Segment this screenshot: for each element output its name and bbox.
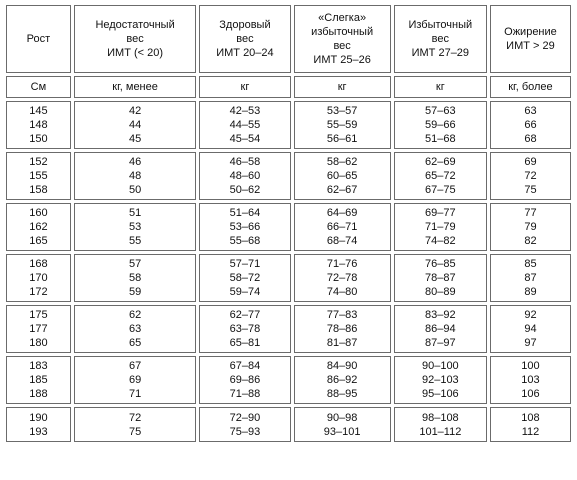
cell-value: 90–98 — [326, 411, 358, 424]
unit-obese: кг, более — [490, 76, 571, 98]
cell-value: 68–74 — [326, 235, 358, 247]
cell-value: 62–77 — [229, 309, 261, 321]
cell-value: 76–85 — [425, 258, 456, 270]
cell-value: 62–67 — [326, 184, 358, 196]
cell-value: 87 — [524, 272, 537, 284]
cell-value: 62 — [128, 309, 142, 321]
cell-value: 90–100 — [421, 360, 459, 372]
cell-value: 86–94 — [425, 323, 456, 335]
cell-value: 188 — [29, 388, 48, 400]
cell-value: 74–82 — [425, 235, 456, 247]
slightly-overweight-cell — [294, 254, 391, 302]
unit-healthy: кг — [199, 76, 290, 98]
cell-value: 79 — [524, 221, 537, 233]
cell-value: 45–54 — [229, 133, 261, 145]
underweight-cell — [74, 152, 197, 200]
table-row — [6, 101, 571, 149]
cell-value: 92–103 — [421, 374, 459, 386]
cell-value: 84–90 — [326, 360, 358, 372]
cell-value: 71 — [128, 388, 142, 400]
table-row — [6, 254, 571, 302]
cell-value: 83–92 — [425, 309, 456, 321]
cell-value: 66–71 — [326, 221, 358, 233]
header-underweight — [74, 5, 197, 73]
cell-value: 67–75 — [425, 184, 456, 196]
height-cell — [6, 356, 71, 404]
cell-value: 55–59 — [326, 119, 358, 131]
cell-value: 42–53 — [229, 105, 261, 117]
cell-value: 71–79 — [425, 221, 456, 233]
header-line: «Слегка» — [318, 12, 367, 24]
overweight-cell — [394, 356, 487, 404]
cell-value: 72–78 — [326, 272, 358, 284]
obese-cell — [490, 203, 571, 251]
cell-value: 145 — [29, 105, 48, 117]
cell-value: 77–83 — [326, 309, 358, 321]
cell-value: 64–69 — [326, 207, 358, 219]
cell-value: 95–106 — [421, 388, 459, 400]
header-healthy — [199, 5, 290, 73]
cell-value: 162 — [29, 221, 48, 233]
cell-value: 86–92 — [326, 374, 358, 386]
cell-value: 81–87 — [326, 337, 358, 349]
cell-value: 57 — [128, 258, 142, 270]
cell-value: 53–66 — [229, 221, 261, 233]
cell-value: 72 — [524, 170, 537, 182]
header-line: Ожирение — [504, 26, 557, 38]
header-line: Избыточный — [408, 19, 473, 31]
cell-value: 108 — [521, 411, 540, 424]
cell-value: 63 — [128, 323, 142, 335]
bmi-weight-table — [3, 2, 574, 445]
cell-value: 46–58 — [229, 156, 261, 168]
underweight-cell — [74, 356, 197, 404]
cell-value: 45 — [128, 133, 142, 145]
slightly-overweight-cell — [294, 203, 391, 251]
cell-value: 58–62 — [326, 156, 358, 168]
cell-value: 103 — [521, 374, 540, 386]
cell-value: 53 — [128, 221, 142, 233]
healthy-cell — [199, 305, 290, 353]
underweight-cell — [74, 101, 197, 149]
height-cell — [6, 203, 71, 251]
cell-value: 106 — [521, 388, 540, 400]
table-row — [6, 305, 571, 353]
obese-cell — [490, 356, 571, 404]
units-row — [6, 76, 571, 98]
header-line: вес — [126, 33, 144, 45]
height-cell — [6, 407, 71, 442]
cell-value: 66 — [524, 119, 537, 131]
cell-value: 93–101 — [323, 425, 361, 438]
cell-value: 175 — [29, 309, 48, 321]
cell-value: 59–66 — [425, 119, 456, 131]
cell-value: 58 — [128, 272, 142, 284]
cell-value: 44 — [128, 119, 142, 131]
header-slightly-overweight — [294, 5, 391, 73]
underweight-cell — [74, 305, 197, 353]
cell-value: 75 — [524, 184, 537, 196]
overweight-cell — [394, 254, 487, 302]
cell-value: 75 — [128, 425, 142, 438]
cell-value: 51–68 — [425, 133, 456, 145]
healthy-cell — [199, 152, 290, 200]
cell-value: 68 — [524, 133, 537, 145]
cell-value: 160 — [29, 207, 48, 219]
table-row — [6, 407, 571, 442]
table-row — [6, 203, 571, 251]
slightly-overweight-cell — [294, 305, 391, 353]
cell-value: 69–86 — [229, 374, 261, 386]
cell-value: 63–78 — [229, 323, 261, 335]
cell-value: 158 — [29, 184, 48, 196]
cell-value: 150 — [29, 133, 48, 145]
table-row — [6, 356, 571, 404]
cell-value: 46 — [128, 156, 142, 168]
header-line: Недостаточный — [95, 19, 175, 31]
cell-value: 85 — [524, 258, 537, 270]
cell-value: 172 — [29, 286, 48, 298]
cell-value: 190 — [29, 411, 48, 424]
underweight-cell — [74, 407, 197, 442]
cell-value: 72–90 — [229, 411, 261, 424]
header-line: избыточный — [311, 26, 374, 38]
healthy-cell — [199, 254, 290, 302]
healthy-cell — [199, 101, 290, 149]
cell-value: 56–61 — [326, 133, 358, 145]
slightly-overweight-cell — [294, 101, 391, 149]
cell-value: 57–63 — [425, 105, 456, 117]
cell-value: 55–68 — [229, 235, 261, 247]
cell-value: 69 — [128, 374, 142, 386]
cell-value: 168 — [29, 258, 48, 270]
header-line: ИМТ 25–26 — [313, 54, 371, 66]
height-cell — [6, 254, 71, 302]
header-line: ИМТ 20–24 — [216, 47, 274, 59]
header-row — [6, 5, 571, 73]
cell-value: 101–112 — [419, 425, 462, 438]
table-row — [6, 152, 571, 200]
healthy-cell — [199, 203, 290, 251]
header-line: вес — [236, 33, 254, 45]
cell-value: 77 — [524, 207, 537, 219]
cell-value: 112 — [521, 425, 540, 438]
cell-value: 50–62 — [229, 184, 261, 196]
cell-value: 42 — [128, 105, 142, 117]
cell-value: 98–108 — [421, 411, 459, 424]
cell-value: 55 — [128, 235, 142, 247]
cell-value: 72 — [128, 411, 142, 424]
obese-cell — [490, 305, 571, 353]
cell-value: 48–60 — [229, 170, 261, 182]
slightly-overweight-cell — [294, 356, 391, 404]
header-line: вес — [333, 40, 351, 52]
slightly-overweight-cell — [294, 407, 391, 442]
obese-cell — [490, 407, 571, 442]
header-overweight — [394, 5, 487, 73]
height-cell — [6, 101, 71, 149]
obese-cell — [490, 101, 571, 149]
cell-value: 87–97 — [425, 337, 456, 349]
cell-value: 100 — [521, 360, 540, 372]
cell-value: 53–57 — [326, 105, 358, 117]
cell-value: 65–81 — [229, 337, 261, 349]
cell-value: 94 — [524, 323, 537, 335]
cell-value: 60–65 — [326, 170, 358, 182]
overweight-cell — [394, 101, 487, 149]
cell-value: 185 — [29, 374, 48, 386]
cell-value: 193 — [29, 425, 48, 438]
bmi-table-body — [6, 5, 571, 442]
cell-value: 44–55 — [229, 119, 261, 131]
overweight-cell — [394, 203, 487, 251]
cell-value: 57–71 — [229, 258, 261, 270]
cell-value: 80–89 — [425, 286, 456, 298]
cell-value: 65 — [128, 337, 142, 349]
cell-value: 59–74 — [229, 286, 261, 298]
healthy-cell — [199, 356, 290, 404]
cell-value: 88–95 — [326, 388, 358, 400]
slightly-overweight-cell — [294, 152, 391, 200]
header-line: ИМТ (< 20) — [107, 47, 164, 59]
underweight-cell — [74, 254, 197, 302]
header-line: Здоровый — [219, 19, 271, 31]
unit-underweight: кг, менее — [74, 76, 197, 98]
header-obese — [490, 5, 571, 73]
header-line: вес — [431, 33, 449, 45]
cell-value: 180 — [29, 337, 48, 349]
unit-overweight: кг — [394, 76, 487, 98]
cell-value: 58–72 — [229, 272, 261, 284]
cell-value: 71–88 — [229, 388, 261, 400]
height-cell — [6, 305, 71, 353]
cell-value: 78–86 — [326, 323, 358, 335]
cell-value: 59 — [128, 286, 142, 298]
cell-value: 65–72 — [425, 170, 456, 182]
header-line: ИМТ 27–29 — [411, 47, 470, 59]
cell-value: 67 — [128, 360, 142, 372]
obese-cell — [490, 152, 571, 200]
cell-value: 74–80 — [326, 286, 358, 298]
height-cell — [6, 152, 71, 200]
overweight-cell — [394, 407, 487, 442]
unit-height: См — [6, 76, 71, 98]
unit-slightly-overweight: кг — [294, 76, 391, 98]
cell-value: 155 — [29, 170, 48, 182]
header-line: ИМТ > 29 — [506, 40, 555, 52]
cell-value: 92 — [524, 309, 537, 321]
header-line: Рост — [26, 33, 51, 45]
cell-value: 148 — [29, 119, 48, 131]
overweight-cell — [394, 305, 487, 353]
obese-cell — [490, 254, 571, 302]
cell-value: 50 — [128, 184, 142, 196]
cell-value: 51–64 — [229, 207, 261, 219]
cell-value: 69–77 — [425, 207, 456, 219]
cell-value: 62–69 — [425, 156, 456, 168]
cell-value: 75–93 — [229, 425, 261, 438]
underweight-cell — [74, 203, 197, 251]
cell-value: 48 — [128, 170, 142, 182]
cell-value: 78–87 — [425, 272, 456, 284]
overweight-cell — [394, 152, 487, 200]
cell-value: 67–84 — [229, 360, 261, 372]
healthy-cell — [199, 407, 290, 442]
cell-value: 71–76 — [326, 258, 358, 270]
cell-value: 170 — [29, 272, 48, 284]
cell-value: 97 — [524, 337, 537, 349]
cell-value: 89 — [524, 286, 537, 298]
cell-value: 82 — [524, 235, 537, 247]
cell-value: 183 — [29, 360, 48, 372]
cell-value: 177 — [29, 323, 48, 335]
cell-value: 69 — [524, 156, 537, 168]
cell-value: 152 — [29, 156, 48, 168]
cell-value: 63 — [524, 105, 537, 117]
cell-value: 165 — [29, 235, 48, 247]
header-height — [6, 5, 71, 73]
cell-value: 51 — [128, 207, 142, 219]
